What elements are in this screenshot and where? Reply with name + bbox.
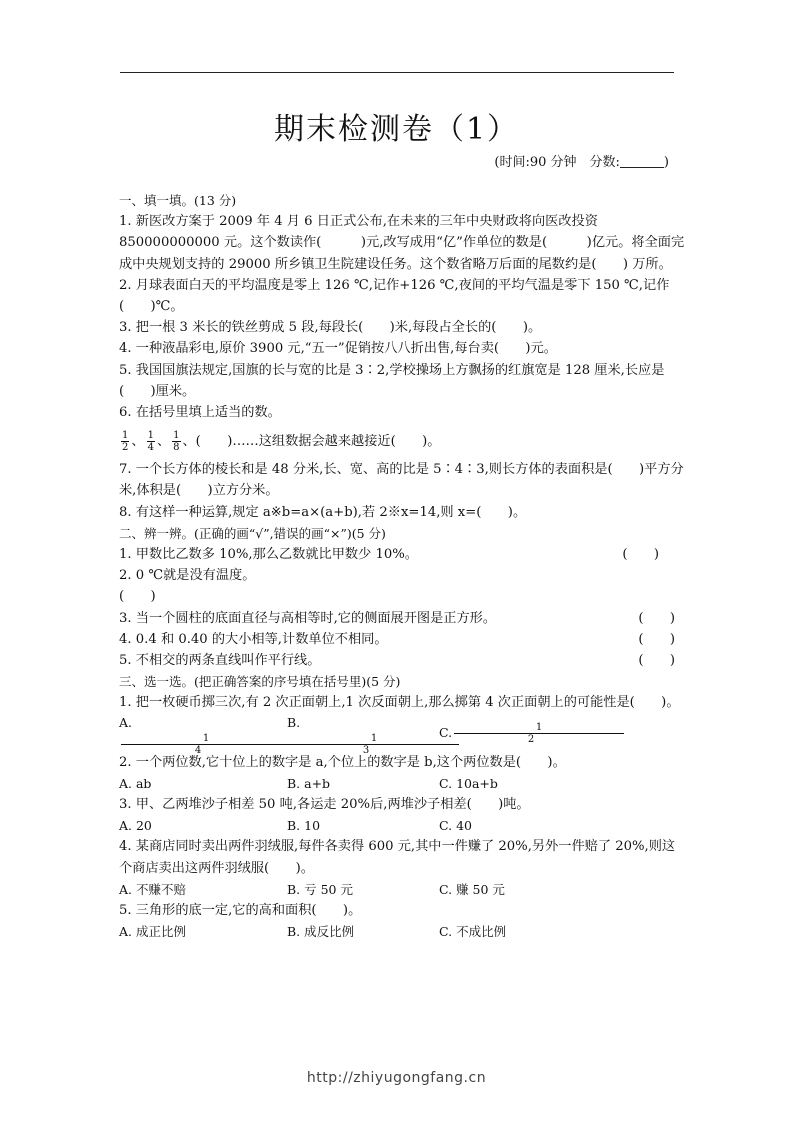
choice-options-2: [119, 773, 685, 794]
fraction: 1 4: [147, 429, 154, 453]
question-1-3: 3. 把一根 3 米长的铁丝剪成 5 段,每段长( )米,每段占全长的( )。: [119, 320, 542, 336]
judge-item-2: 2. 0 ℃就是没有温度。: [119, 568, 256, 584]
exam-meta: [494, 151, 669, 170]
option-a[interactable]: A. ab: [119, 775, 152, 791]
option-a[interactable]: A. $\frac{1}{4}$: [119, 712, 287, 756]
choice-options-3: [119, 815, 685, 836]
top-rule: [120, 72, 674, 73]
choice-question-1: 1. 把一枚硬币掷三次,有 2 次正面朝上,1 次反面朝上,那么掷第 4 次正面朝上的可能性是( )。: [119, 695, 680, 711]
footer-url[interactable]: http://zhiyugongfang.cn: [306, 1070, 487, 1086]
page-title: 期末检测卷（1）: [273, 112, 520, 147]
section2-heading: 二、辨一辨。(正确的画“√”,错误的画“×”)(5 分): [119, 525, 386, 541]
option-c[interactable]: C. 10a+b: [439, 775, 498, 791]
question-1-8: 8. 有这样一种运算,规定 a※b=a×(a+b),若 2※x=14,则 x=( )。: [119, 504, 527, 520]
choice-options-5: [119, 921, 685, 942]
question-1-5: 5. 我国国旗法规定,国旗的长与宽的比是 3∶2,学校操场上方飘扬的红旗宽是 128 厘米,长应是( )厘米。: [119, 362, 665, 399]
choice-question-2: 2. 一个两位数,它十位上的数字是 a,个位上的数字是 b,这个两位数是( )。: [119, 754, 566, 770]
option-c[interactable]: C. 赚 50 元: [439, 881, 505, 897]
question-1-2: 2. 月球表面白天的平均温度是零上 126 ℃,记作+126 ℃,夜间的平均气温是零下 150 ℃,记作( )℃。: [119, 277, 670, 315]
choice-question-3: 3. 甲、乙两堆沙子相差 50 吨,各运走 20%后,两堆沙子相差( )吨。: [119, 797, 530, 813]
option-a[interactable]: A. 不赚不赔: [119, 881, 186, 897]
time-score-label: (时间:90 分钟 分数:: [494, 155, 620, 170]
fraction: 1 2: [122, 429, 129, 453]
option-b[interactable]: B. a+b: [287, 775, 331, 791]
choice-options-1: [119, 714, 685, 756]
choice-question-5: 5. 三角形的底一定,它的高和面积( )。: [119, 903, 362, 919]
option-b[interactable]: B. 成反比例: [287, 924, 355, 940]
option-b[interactable]: B. 10: [287, 818, 321, 834]
section1-heading: 一、填一填。(13 分): [119, 193, 237, 208]
section3-heading: 三、选一选。(把正确答案的序号填在括号里)(5 分): [119, 674, 401, 690]
option-b[interactable]: B. $\frac{1}{3}$: [287, 712, 439, 756]
option-a[interactable]: A. 20: [119, 818, 152, 834]
answer-paren[interactable]: ( ): [638, 610, 675, 626]
judge-item-5: 5. 不相交的两条直线叫作平行线。 ( ): [119, 650, 685, 671]
answer-paren[interactable]: ( ): [638, 653, 675, 669]
question-1-7: 7. 一个长方体的棱长和是 48 分米,长、宽、高的比是 5∶4∶3,则长方体的表面积是( )平方分米,体积是( )立方分米。: [119, 462, 684, 499]
answer-paren[interactable]: ( ): [622, 547, 659, 563]
judge-item-2-paren[interactable]: ( ): [119, 589, 156, 605]
answer-paren[interactable]: ( ): [638, 631, 675, 647]
choice-options-4: [119, 879, 685, 900]
option-c[interactable]: C. 不成比例: [439, 924, 507, 940]
option-b[interactable]: B. 亏 50 元: [287, 881, 353, 897]
exam-content: [119, 190, 685, 943]
choice-question-4: 4. 某商店同时卖出两件羽绒服,每件各卖得 600 元,其中一件赚了 20%,另外一件赔了 20%,则这个商店卖出这两件羽绒服( )。: [119, 839, 676, 876]
meta-close-paren: ): [663, 155, 669, 170]
judge-item-1: 1. 甲数比乙数多 10%,那么乙数就比甲数少 10%。 ( ): [119, 544, 685, 565]
score-blank[interactable]: [620, 155, 664, 168]
question-1-6: 6. 在括号里填上适当的数。: [119, 405, 281, 421]
question-1-1: 1. 新医改方案于 2009 年 4 月 6 日正式公布,在未来的三年中央财政将向医改投资 850000000000 元。这个数读作( )元,改写成用“亿”作单位的数是( )亿元。将全面完成中央规划支持的 29000 所乡镇卫生院建设任务。这个数省略万后面的尾数约是( ) 万所。: [119, 214, 685, 272]
option-c[interactable]: C. 40: [439, 818, 472, 834]
judge-item-4: 4. 0.4 和 0.40 的大小相等,计数单位不相同。 ( ): [119, 629, 685, 650]
judge-item-3: 3. 当一个圆柱的底面直径与高相等时,它的侧面展开图是正方形。 ( ): [119, 608, 685, 629]
option-c[interactable]: C. $\frac{1}{2}$: [439, 722, 608, 745]
fraction: 1 8: [173, 429, 180, 453]
option-a[interactable]: A. 成正比例: [119, 924, 186, 940]
sequence-tail: 、( )……这组数据会越来越接近( )。: [182, 433, 441, 449]
question-1-4: 4. 一种液晶彩电,原价 3900 元,“五一”促销按八八折出售,每台卖( )元。: [119, 341, 557, 357]
fraction-sequence: 1 2 、 1 4 、 1 8 、( )……这组数据会越来越接近( )。: [122, 429, 441, 453]
